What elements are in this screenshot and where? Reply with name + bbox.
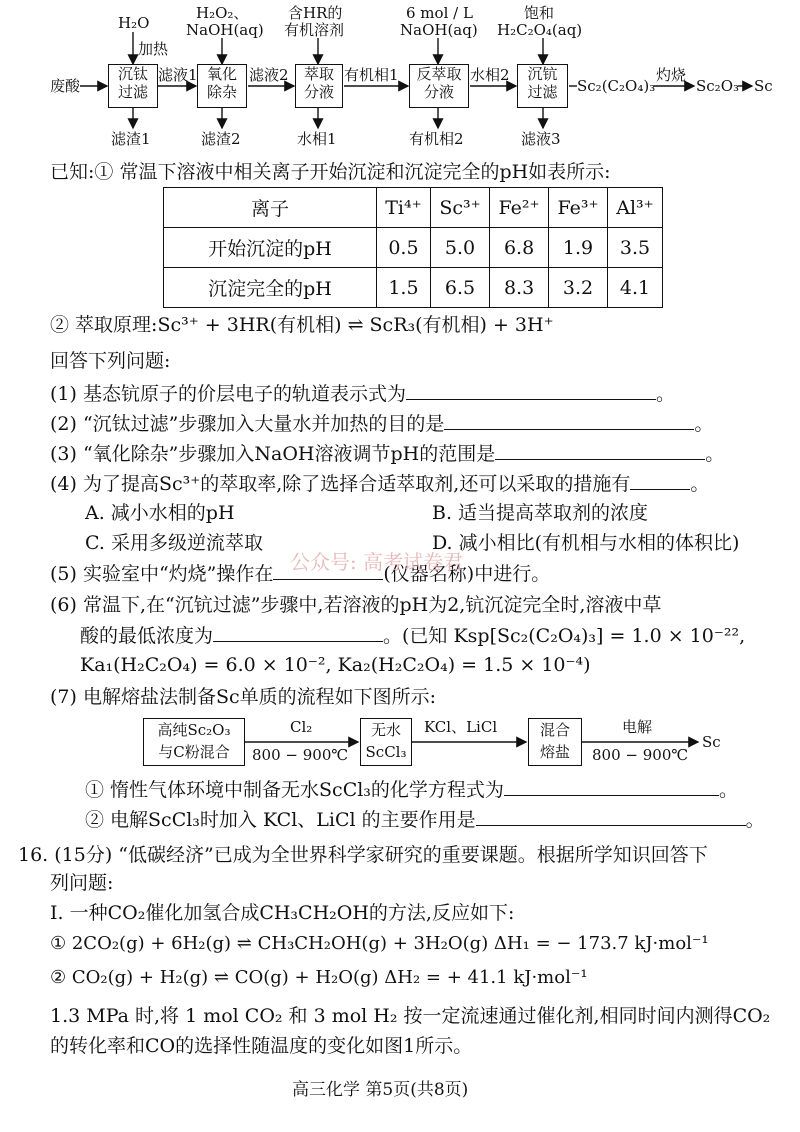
question-16-line2: 列问题: (50, 872, 114, 894)
input-heat: 加热 (138, 40, 169, 58)
table-cell: 0.5 (377, 228, 431, 268)
question-2: (2) “沉钛过滤”步骤加入大量水并加热的目的是 。 (50, 413, 714, 435)
input-saturated: 饱和 (524, 4, 555, 22)
box-label: 沉钪 (527, 65, 558, 83)
option-b: B. 适当提高萃取剂的浓度 (432, 502, 649, 524)
equation-2: ② CO₂(g) + H₂(g) ⇌ CO(g) + H₂O(g) ΔH₂ = + 41.1 kJ·mol⁻¹ (50, 967, 588, 988)
question-16-part1: I. 一种CO₂催化加氢合成CH₃CH₂OH的方法,反应如下: (50, 902, 515, 924)
intermediate-organic1: 有机相1 (344, 66, 399, 84)
question-7-2: ② 电解ScCl₃时加入 KCl、LiCl 的主要作用是 。 (85, 809, 765, 831)
step-oxidation (197, 64, 247, 108)
step-extraction (295, 64, 343, 108)
step-back-extraction (409, 64, 469, 108)
box-label: 萃取 (303, 65, 334, 83)
question-text: (4) 为了提高Sc³⁺的萃取率,除了选择合适萃取剂,还可以采取的措施有 (50, 473, 631, 495)
known-1: 已知:① 常温下溶液中相关离子开始沉淀和沉淀完全的pH如表所示: (50, 161, 611, 183)
input-naoh-conc: 6 mol / L (406, 4, 473, 22)
input-naoh: NaOH(aq) (186, 21, 264, 39)
question-16-line1: 16. (15分) “低碳经济”已成为全世界科学家研究的重要课题。根据所学知识回答下 (18, 844, 708, 866)
temperature-1: 800 − 900℃ (252, 746, 349, 764)
box-label: 无水 (370, 721, 401, 739)
table-cell: 沉淀完全的pH (164, 268, 377, 308)
table-header-cell: Al³⁺ (607, 188, 662, 228)
table-cell: 1.5 (377, 268, 431, 308)
box-label: 分液 (423, 83, 454, 101)
question-text: (1) 基态钪原子的价层电子的轨道表示式为 (50, 383, 406, 405)
table-cell: 6.5 (430, 268, 489, 308)
table-header-cell: Sc³⁺ (430, 188, 489, 228)
box-label: ScCl₃ (365, 743, 407, 761)
answer-blank[interactable] (495, 441, 705, 460)
intermediate-filtrate2: 滤液2 (249, 66, 289, 84)
output-residue2: 滤渣2 (201, 130, 241, 148)
known-2: ② 萃取原理:Sc³⁺ + 3HR(有机相) ⇌ ScR₃(有机相) + 3H⁺ (50, 314, 554, 336)
answer-blank[interactable] (630, 471, 690, 490)
step-ti-precipitation (108, 64, 158, 108)
table-cell: 4.1 (607, 268, 662, 308)
answer-blank[interactable] (406, 381, 656, 400)
box-label: 过滤 (117, 83, 148, 101)
reagent-cl2: Cl₂ (290, 718, 313, 736)
watermark: 公众号: 高考试卷君 (290, 550, 464, 574)
question-4: (4) 为了提高Sc³⁺的萃取率,除了选择合适萃取剂,还可以采取的措施有 。 (50, 473, 710, 495)
input-oxalic: H₂C₂O₄(aq) (497, 21, 583, 39)
page-footer: 高三化学 第5页(共8页) (292, 1080, 469, 1100)
table-header-cell: Fe³⁺ (549, 188, 608, 228)
box-sc2o3-carbon (143, 718, 245, 766)
box-label: 分液 (303, 83, 334, 101)
condition-line1: 1.3 MPa 时,将 1 mol CO₂ 和 3 mol H₂ 按一定流速通过催化剂,相同时间内测得CO₂ (50, 1005, 771, 1027)
question-text: ② 电解ScCl₃时加入 KCl、LiCl 的主要作用是 (85, 809, 476, 831)
box-label: 氧化 (206, 65, 237, 83)
step-sc-precipitation (517, 64, 568, 108)
output-filtrate3: 滤液3 (521, 130, 561, 148)
table-row (164, 228, 663, 268)
box-label: 混合 (539, 721, 570, 739)
answer-blank[interactable] (213, 623, 383, 642)
burn-label: 灼烧 (656, 66, 687, 84)
condition-line2: 的转化率和CO的选择性随温度的变化如图1所示。 (50, 1035, 473, 1057)
start-waste-acid: 废酸 (50, 77, 81, 95)
table-row (164, 268, 663, 308)
product-sc2o3: Sc₂O₃ (696, 77, 740, 95)
input-hr-label: 含HR的 (288, 4, 343, 22)
box-label: 除杂 (206, 83, 237, 101)
table-cell: 1.9 (549, 228, 608, 268)
intermediate-aqueous2: 水相2 (470, 66, 510, 84)
question-3: (3) “氧化除杂”步骤加入NaOH溶液调节pH的范围是 。 (50, 443, 725, 465)
box-mixed-molten-salt (528, 718, 582, 766)
answer-blank[interactable] (504, 777, 719, 796)
question-text: (5) 实验室中“灼烧”操作在 (50, 563, 274, 585)
output-organic2: 有机相2 (409, 130, 464, 148)
product-sc: Sc (754, 77, 773, 95)
question-text: 酸的最低浓度为 (80, 625, 214, 647)
option-d: D. 减小相比(有机相与水相的体积比) (432, 532, 740, 554)
answer-intro: 回答下列问题: (50, 350, 171, 372)
table-cell: 5.0 (430, 228, 489, 268)
box-label: 高纯Sc₂O₃ (157, 721, 231, 739)
table-cell: 8.3 (490, 268, 549, 308)
electrolysis-label: 电解 (622, 718, 653, 736)
input-water: H₂O (118, 14, 150, 32)
ion-ph-table (163, 187, 663, 308)
temperature-2: 800 − 900℃ (592, 746, 689, 764)
box-label: 过滤 (527, 83, 558, 101)
table-header-cell: 离子 (164, 188, 377, 228)
product-scandium: Sc (702, 733, 721, 751)
answer-blank[interactable] (444, 411, 694, 430)
question-text: ① 惰性气体环境中制备无水ScCl₃的化学方程式为 (85, 779, 504, 801)
question-7-1: ① 惰性气体环境中制备无水ScCl₃的化学方程式为 。 (85, 779, 738, 801)
intermediate-filtrate1: 滤液1 (158, 66, 198, 84)
question-7: (7) 电解熔盐法制备Sc单质的流程如下图所示: (50, 686, 437, 708)
reagent-kcl-licl: KCl、LiCl (424, 718, 498, 736)
option-c: C. 采用多级逆流萃取 (85, 532, 263, 554)
table-row (164, 188, 663, 228)
question-text: (3) “氧化除杂”步骤加入NaOH溶液调节pH的范围是 (50, 443, 496, 465)
question-1: (1) 基态钪原子的价层电子的轨道表示式为 。 (50, 383, 675, 405)
table-cell: 3.2 (549, 268, 608, 308)
output-aqueous1: 水相1 (297, 130, 337, 148)
product-sc-oxalate: Sc₂(C₂O₄)₃ (577, 77, 656, 95)
input-naoh-2: NaOH(aq) (400, 21, 478, 39)
box-label: 反萃取 (416, 65, 462, 83)
question-6-line1: (6) 常温下,在“沉钪过滤”步骤中,若溶液的pH为2,钪沉淀完全时,溶液中草 (50, 594, 662, 616)
question-text: (2) “沉钛过滤”步骤加入大量水并加热的目的是 (50, 413, 445, 435)
table-cell: 开始沉淀的pH (164, 228, 377, 268)
box-label: 与C粉混合 (158, 743, 230, 761)
question-6-line2 (80, 623, 745, 648)
equation-1: ① 2CO₂(g) + 6H₂(g) ⇌ CH₃CH₂OH(g) + 3H₂O(g) ΔH₁ = − 173.7 kJ·mol⁻¹ (50, 933, 709, 954)
input-organic-solvent: 有机溶剂 (284, 21, 345, 39)
answer-blank[interactable] (476, 807, 746, 826)
box-anhydrous-sccl3 (360, 718, 412, 766)
table-header-cell: Fe²⁺ (490, 188, 549, 228)
question-6-line3: Ka₁(H₂C₂O₄) = 6.0 × 10⁻², Ka₂(H₂C₂O₄) = 1.5 × 10⁻⁴) (80, 654, 591, 676)
question-text: (仪器名称)中进行。 (383, 563, 551, 585)
input-h2o2: H₂O₂、 (196, 4, 249, 22)
box-label: 熔盐 (539, 743, 570, 761)
output-residue1: 滤渣1 (111, 130, 151, 148)
table-cell: 6.8 (490, 228, 549, 268)
table-cell: 3.5 (607, 228, 662, 268)
box-label: 沉钛 (117, 65, 148, 83)
table-header-cell: Ti⁴⁺ (377, 188, 431, 228)
option-a: A. 减小水相的pH (85, 502, 235, 524)
question-text: 。(已知 Ksp[Sc₂(C₂O₄)₃] = 1.0 × 10⁻²², (383, 625, 746, 647)
